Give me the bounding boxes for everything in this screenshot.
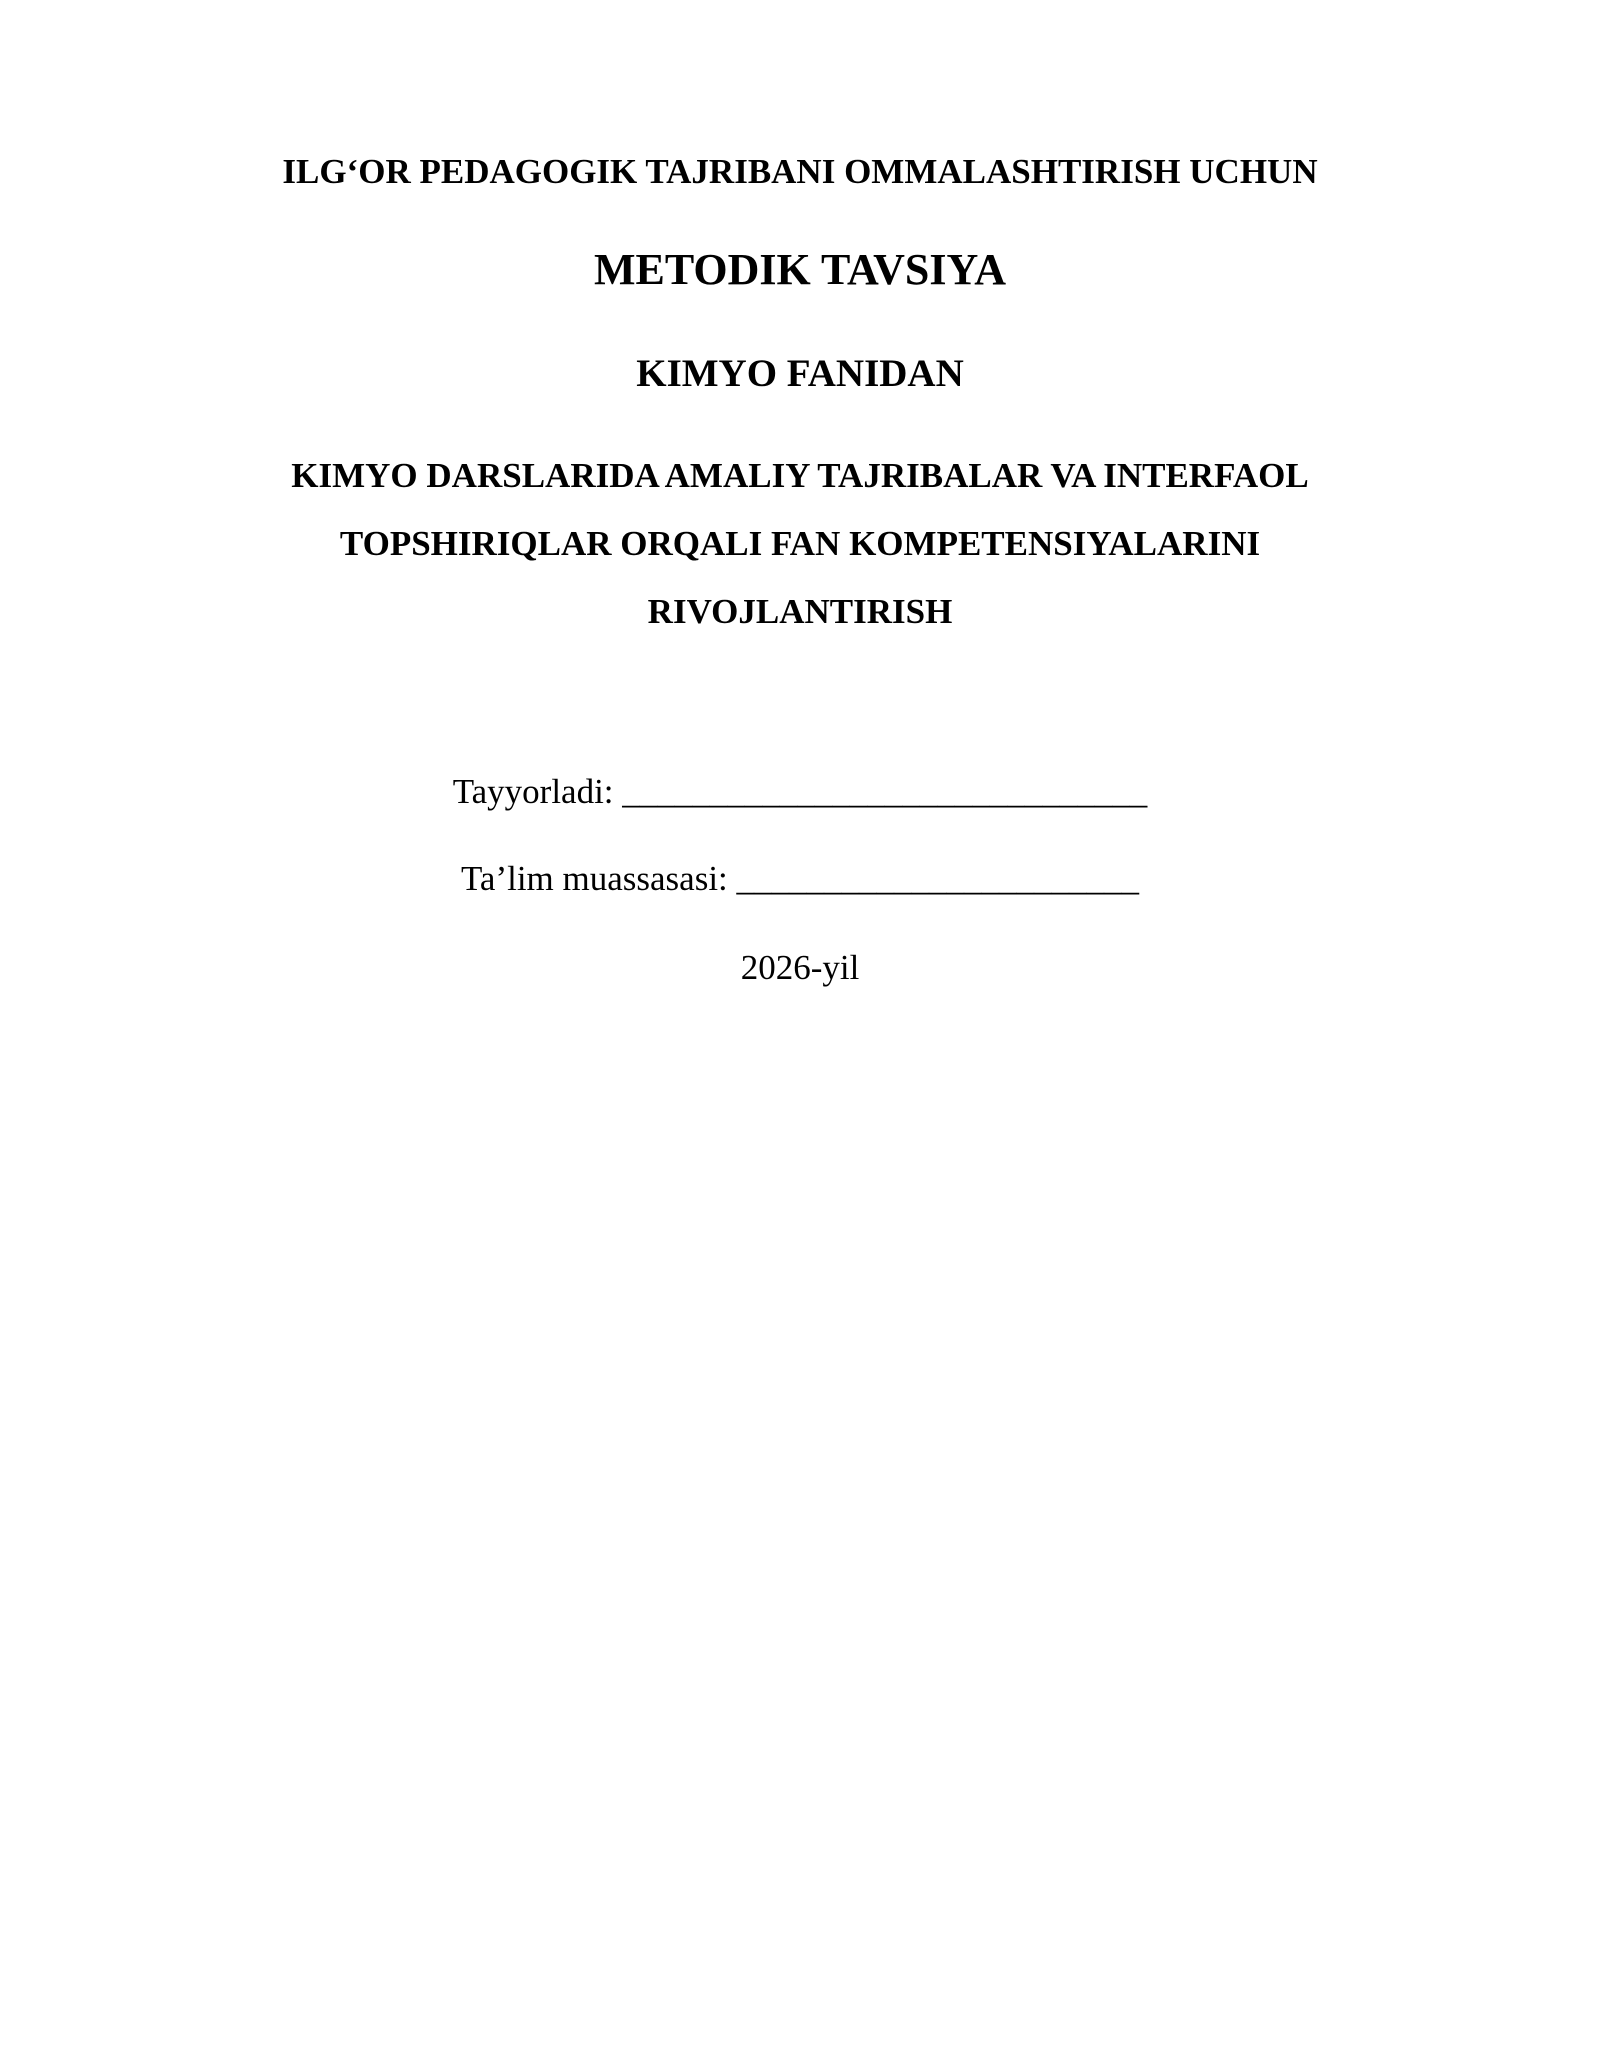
document-type-title: METODIK TAVSIYA bbox=[593, 245, 1007, 294]
topic-title bbox=[0, 442, 1600, 646]
institution-field: Ta’lim muassasasi: _______________________ bbox=[460, 859, 1140, 898]
header-line: ILG‘OR PEDAGOGIK TAJRIBANI OMMALASHTIRISH UCHUN bbox=[282, 152, 1318, 191]
topic-line: RIVOJLANTIRISH bbox=[647, 592, 953, 631]
topic-line: KIMYO DARSLARIDA AMALIY TAJRIBALAR VA INTERFAOL bbox=[291, 456, 1309, 495]
topic-line: TOPSHIRIQLAR ORQALI FAN KOMPETENSIYALARINI bbox=[339, 524, 1261, 563]
subject-title: KIMYO FANIDAN bbox=[636, 352, 964, 395]
year-label: 2026-yil bbox=[740, 948, 860, 987]
prepared-by-field: Tayyorladi: ______________________________ bbox=[452, 772, 1148, 811]
